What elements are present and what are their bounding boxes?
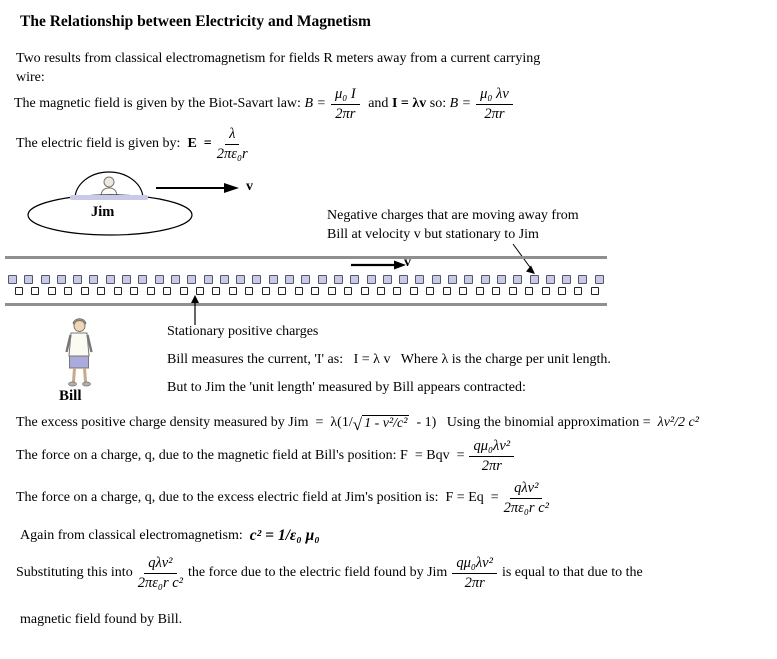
contracted-text: But to Jim the 'unit length' measured by Bill appears contracted: — [167, 380, 526, 395]
negative-charge — [252, 275, 261, 284]
radical-sign: √ — [352, 414, 363, 434]
electric-prefix: The electric field is given by: — [16, 136, 188, 151]
fraction-qlambdav2-over-2pieps0rc2 — [504, 480, 549, 515]
fraction-qlambdav2-over-2pieps0rc2 — [138, 555, 183, 590]
fraction-denominator: 2πε₀r c² — [503, 499, 549, 516]
square-root-expression — [353, 415, 410, 432]
jim-velocity-arrow — [155, 181, 241, 195]
positive-charge — [196, 287, 204, 295]
negative-charge — [448, 275, 457, 284]
wire-top-edge — [5, 256, 607, 259]
negative-charge — [546, 275, 555, 284]
fraction-numerator: μ₀ λv — [476, 86, 513, 104]
positive-charge — [591, 287, 599, 295]
positive-charge — [180, 287, 188, 295]
negative-note-line2: Bill at velocity v but stationary to Jim — [327, 227, 539, 242]
jim-label: Jim — [91, 204, 115, 220]
negative-charge — [269, 275, 278, 284]
positive-charge — [361, 287, 369, 295]
substituting-part3: is equal to that due to the — [501, 565, 643, 580]
bill-shorts — [70, 356, 89, 368]
fraction-numerator: qμ₀λv² — [452, 555, 497, 573]
electric-field-line — [16, 122, 253, 166]
negative-charge — [204, 275, 213, 284]
positive-charges-pointer-arrow — [189, 295, 201, 326]
positive-charge — [574, 287, 582, 295]
positive-charge — [64, 287, 72, 295]
positive-charge — [130, 287, 138, 295]
positive-charge — [443, 287, 451, 295]
positive-charge — [278, 287, 286, 295]
positive-charge — [459, 287, 467, 295]
intro-text: Two results from classical electromagnetism for fields R meters away from a current carrying wire: — [16, 51, 541, 85]
fraction-denominator: 2πr — [484, 105, 505, 122]
wire-velocity-label: v — [404, 255, 411, 270]
force-electric-prefix: The force on a charge, q, due to the excess electric field at Jim's position is: F = Eq = — [16, 490, 499, 505]
negative-charge — [138, 275, 147, 284]
classical-c2-line — [20, 522, 320, 550]
negative-charge — [301, 275, 310, 284]
negative-charge — [530, 275, 539, 284]
negative-charge — [155, 275, 164, 284]
positive-charge — [509, 287, 517, 295]
fraction-qmu0lambdav2-over-2pir — [469, 438, 514, 473]
bill-foot-right — [83, 382, 91, 386]
negative-charge — [383, 275, 392, 284]
substituting-part2: the force due to the electric field found by Jim — [188, 565, 448, 580]
positive-charge — [393, 287, 401, 295]
negative-charge — [24, 275, 33, 284]
bill-measures-text: Bill measures the current, 'I' as: I = λ v Where λ is the charge per unit length. — [167, 352, 611, 367]
fraction-numerator: qμ₀λv² — [469, 438, 514, 456]
negative-charge — [73, 275, 82, 284]
force-magnetic-line — [16, 436, 519, 476]
bill-label: Bill — [59, 388, 82, 404]
positive-charge — [212, 287, 220, 295]
so-text: so: — [426, 96, 450, 111]
negative-charge — [41, 275, 50, 284]
positive-charge — [377, 287, 385, 295]
negative-charge — [481, 275, 490, 284]
wire-velocity-arrow — [350, 259, 408, 271]
positive-charge — [410, 287, 418, 295]
positive-charge — [114, 287, 122, 295]
positive-charge — [163, 287, 171, 295]
negative-charge — [122, 275, 131, 284]
negative-charge — [285, 275, 294, 284]
page-title: The Relationship between Electricity and Magnetism — [20, 13, 371, 30]
positive-charge — [262, 287, 270, 295]
e-equals: E = — [187, 136, 212, 151]
negative-charge — [562, 275, 571, 284]
positive-charge — [97, 287, 105, 295]
bill-foot-left — [69, 382, 77, 386]
fraction-numerator: qλv² — [510, 480, 542, 498]
excess-density-line — [16, 408, 699, 438]
positive-charge — [245, 287, 253, 295]
fraction-denominator: 2πr — [335, 105, 356, 122]
negative-charge — [8, 275, 17, 284]
negative-charge — [89, 275, 98, 284]
negative-charge — [350, 275, 359, 284]
radicand: 1 - v²/c² — [364, 415, 408, 431]
excess-suffix: - 1) — [409, 415, 437, 430]
excess-prefix: The excess positive charge density measured by Jim = λ(1/ — [16, 415, 353, 430]
closing-text: magnetic field found by Bill. — [20, 612, 183, 627]
negative-charge — [334, 275, 343, 284]
positive-charge — [147, 287, 155, 295]
fraction-numerator: qλv² — [144, 555, 176, 573]
negative-charges-row — [8, 275, 604, 284]
positive-charge — [426, 287, 434, 295]
negative-charge — [187, 275, 196, 284]
saucer-rim — [70, 195, 148, 200]
negative-charge — [513, 275, 522, 284]
binomial-text: Using the binomial approximation = — [436, 415, 658, 430]
bill-leg-right — [85, 368, 86, 382]
classical-prefix: Again from classical electromagnetism: — [20, 528, 250, 543]
positive-charge — [476, 287, 484, 295]
wire-bottom-edge — [5, 303, 607, 306]
force-electric-line — [16, 477, 554, 519]
b-equals-1: B = — [304, 96, 326, 111]
positive-charge — [558, 287, 566, 295]
fraction-denominator: 2πε₀r — [216, 145, 248, 162]
c2-equation: c² = 1/ε₀ μ₀ — [249, 527, 320, 544]
negative-charge — [497, 275, 506, 284]
biot-savart-line — [14, 84, 518, 124]
positive-charge — [328, 287, 336, 295]
negative-charge — [578, 275, 587, 284]
negative-charge — [595, 275, 604, 284]
negative-charge — [106, 275, 115, 284]
fraction-lambda-over-2pieps0r — [217, 126, 248, 161]
bill-head — [74, 321, 85, 332]
biot-savart-prefix: The magnetic field is given by the Biot-Savart law: — [14, 96, 305, 111]
fraction-qmu0lambdav2-over-2pir — [452, 555, 497, 590]
jim-saucer-figure — [25, 166, 205, 238]
negative-charge — [57, 275, 66, 284]
positive-charges-row — [15, 287, 599, 295]
negative-charge — [464, 275, 473, 284]
fraction-denominator: 2πr — [481, 457, 502, 474]
substituting-line — [16, 551, 643, 595]
positive-charge — [311, 287, 319, 295]
jim-person-head-icon — [104, 177, 114, 187]
stationary-charges-label: Stationary positive charges — [167, 324, 319, 339]
fraction-numerator: λ — [225, 126, 239, 144]
and-text: and — [364, 96, 392, 111]
binomial-value: λv²/2 c² — [657, 415, 699, 430]
fraction-mu0I-over-2pir — [331, 86, 360, 121]
positive-charge — [229, 287, 237, 295]
positive-charge — [525, 287, 533, 295]
fraction-numerator: μ₀ I — [331, 86, 360, 104]
current-definition: I = λv — [391, 96, 427, 111]
negative-charge — [367, 275, 376, 284]
negative-charge — [171, 275, 180, 284]
fraction-denominator: 2πε₀r c² — [137, 574, 184, 591]
negative-charges-note — [327, 206, 627, 244]
negative-charge — [318, 275, 327, 284]
negative-charge — [399, 275, 408, 284]
bill-shirt — [69, 333, 89, 356]
positive-charge — [81, 287, 89, 295]
positive-charge — [492, 287, 500, 295]
positive-charge — [344, 287, 352, 295]
fraction-denominator: 2πr — [464, 574, 485, 591]
fraction-mu0lambdav-over-2pir — [476, 86, 513, 121]
negative-charge — [236, 275, 245, 284]
bill-leg-left — [74, 368, 75, 382]
b-equals-2: B = — [449, 96, 472, 111]
positive-charge — [31, 287, 39, 295]
negative-charge — [220, 275, 229, 284]
substituting-part1: Substituting this into — [16, 565, 133, 580]
negative-note-line1: Negative charges that are moving away from — [327, 208, 579, 223]
force-magnetic-prefix: The force on a charge, q, due to the magnetic field at Bill's position: F = Bqv = — [16, 448, 465, 463]
negative-charge — [432, 275, 441, 284]
bill-person-icon — [58, 317, 102, 387]
positive-charge — [542, 287, 550, 295]
positive-charge — [48, 287, 56, 295]
jim-velocity-label: v — [246, 179, 253, 194]
negative-charge — [415, 275, 424, 284]
positive-charge — [295, 287, 303, 295]
positive-charge — [15, 287, 23, 295]
